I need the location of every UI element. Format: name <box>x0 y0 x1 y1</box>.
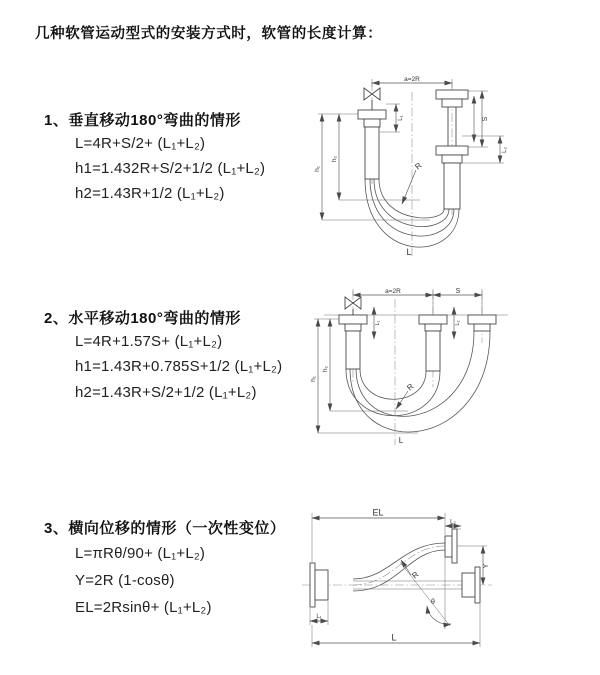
section-1-formula-h2: h2=1.43R+1/2 (L₁+L₂) <box>75 185 225 202</box>
dim-label-s: S <box>482 116 489 122</box>
dim-label-h1: h₁ <box>314 166 321 172</box>
dimension-l1 <box>374 307 381 339</box>
angle-construction <box>400 557 451 629</box>
centerlines <box>353 291 482 445</box>
dim-label-h2: h₂ <box>322 365 329 373</box>
dim-label-l1: L₁ <box>398 115 404 121</box>
middle-pipe-fitting <box>419 315 447 371</box>
dim-label-y: Y <box>483 563 490 569</box>
dimension-l <box>312 604 480 647</box>
dim-label-h2: h₂ <box>331 155 338 163</box>
diagram-horizontal-180-bend <box>308 283 548 453</box>
dim-label-a2r: a=2R <box>404 76 420 83</box>
hose-curves <box>346 331 490 432</box>
page-title: 几种软管运动型式的安装方式时，软管的长度计算： <box>35 26 383 42</box>
radius-label: R <box>413 160 424 172</box>
radius-label: R <box>405 381 416 393</box>
length-label: L <box>398 436 404 445</box>
raised-flange <box>445 529 457 563</box>
section-2-formula-L: L=4R+1.57S+ (L₁+L₂) <box>75 333 223 350</box>
dim-label-h1: h₁ <box>310 376 317 382</box>
dimension-el <box>312 508 445 563</box>
section-2-formula-h1: h1=1.43R+0.785S+1/2 (L₁+L₂) <box>75 358 283 375</box>
centerlines <box>372 82 452 257</box>
section-3-formula-L: L=πRθ/90+ (L₁+L₂) <box>75 545 206 562</box>
left-pipe-fitting <box>358 110 386 179</box>
dim-label-l2: L₂ <box>450 519 456 526</box>
dim-label-a2r: a=2R <box>385 288 401 295</box>
dim-label-l1: L₁ <box>375 320 381 326</box>
diagram-lateral-displacement <box>298 505 503 660</box>
right-flange <box>462 567 480 603</box>
radius-label: R <box>410 569 421 581</box>
dim-label-l2: L₂ <box>502 147 508 153</box>
radius-callout <box>402 161 424 204</box>
left-pipe-fitting <box>339 315 367 369</box>
section-2-heading: 2、水平移动180°弯曲的情形 <box>44 310 241 327</box>
section-3-formula-EL: EL=2Rsinθ+ (L₁+L₂) <box>75 599 212 616</box>
section-1-formula-L: L=4R+S/2+ (L₁+L₂) <box>75 135 206 152</box>
section-3-formula-Y: Y=2R (1-cosθ) <box>75 572 175 589</box>
hose-s-curve <box>353 543 445 591</box>
dim-label-l2: L₂ <box>455 320 461 326</box>
right-pipe-fitting <box>436 90 468 209</box>
section-2-formula-h2: h2=1.43R+S/2+1/2 (L₁+L₂) <box>75 384 257 401</box>
dim-label-s: S <box>455 288 461 295</box>
section-1-heading: 1、垂直移动180°弯曲的情形 <box>44 112 241 129</box>
diagram-vertical-180-bend <box>312 74 547 259</box>
radius-callout <box>396 382 416 409</box>
dim-label-l1: L₁ <box>316 614 322 620</box>
section-1-formula-h1: h1=1.432R+S/2+1/2 (L₁+L₂) <box>75 160 266 177</box>
dim-label-l: L <box>391 632 397 643</box>
angle-label: θ <box>431 599 435 606</box>
right-pipe-fitting <box>468 315 496 331</box>
dim-label-el: EL <box>372 507 384 518</box>
dimension-a-2R <box>372 76 452 88</box>
dimension-l2 <box>454 307 461 339</box>
left-flange <box>310 563 328 607</box>
dimension-s <box>468 91 489 147</box>
dimension-h1-h2 <box>310 319 418 433</box>
dimension-a-2R <box>353 288 482 314</box>
dimension-l2 <box>445 520 461 530</box>
length-label: L <box>406 247 412 257</box>
section-3-heading: 3、横向位移的情形（一次性变位） <box>44 520 286 537</box>
